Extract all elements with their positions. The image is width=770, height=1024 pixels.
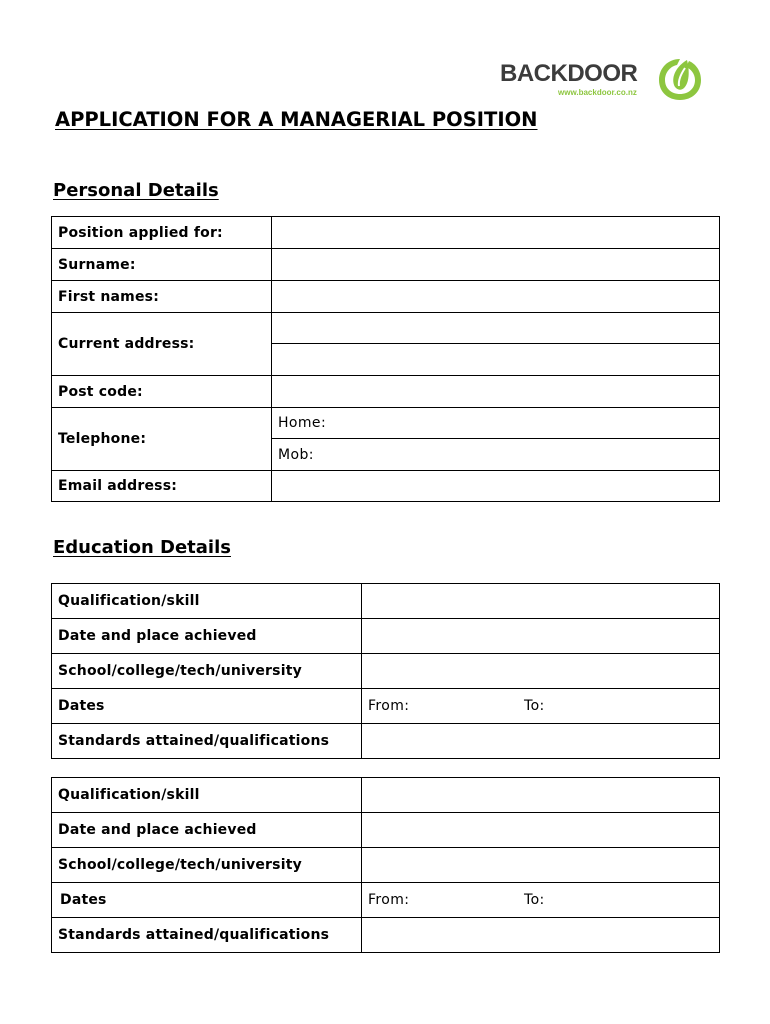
logo-url-text: www.backdoor.co.nz <box>558 88 637 97</box>
from-label: From: <box>368 698 410 714</box>
backdoor-logo <box>500 54 706 104</box>
date-place-field[interactable] <box>362 619 720 654</box>
page-title: APPLICATION FOR A MANAGERIAL POSITION <box>55 108 538 131</box>
school-field[interactable] <box>362 848 720 883</box>
date-place-field[interactable] <box>362 813 720 848</box>
surname-label: Surname: <box>52 249 272 281</box>
logo-brand-text: BACKDOOR <box>500 60 638 87</box>
to-label: To: <box>524 698 545 714</box>
mobile-phone-field[interactable]: Mob: <box>272 439 720 471</box>
dates-label: Dates <box>52 883 362 918</box>
first-names-field[interactable] <box>272 281 720 313</box>
surname-field[interactable] <box>272 249 720 281</box>
school-label: School/college/tech/university <box>52 654 362 689</box>
personal-details-heading: Personal Details <box>53 180 219 201</box>
telephone-label: Telephone: <box>52 408 272 471</box>
qualification-label: Qualification/skill <box>52 778 362 813</box>
date-place-label: Date and place achieved <box>52 619 362 654</box>
standards-field[interactable] <box>362 918 720 953</box>
qualification-field[interactable] <box>362 584 720 619</box>
education-table-2 <box>51 777 720 953</box>
school-field[interactable] <box>362 654 720 689</box>
qualification-field[interactable] <box>362 778 720 813</box>
to-label: To: <box>524 892 545 908</box>
email-field[interactable] <box>272 471 720 502</box>
email-label: Email address: <box>52 471 272 502</box>
qualification-label: Qualification/skill <box>52 584 362 619</box>
postcode-label: Post code: <box>52 376 272 408</box>
dates-label: Dates <box>52 689 362 724</box>
date-place-label: Date and place achieved <box>52 813 362 848</box>
address-field-line-1[interactable] <box>272 313 720 344</box>
first-names-label: First names: <box>52 281 272 313</box>
position-field[interactable] <box>272 217 720 249</box>
standards-label: Standards attained/qualifications <box>52 724 362 759</box>
leaf-logo-icon <box>655 56 705 102</box>
personal-details-table <box>51 216 720 502</box>
from-label: From: <box>368 892 410 908</box>
address-field-line-2[interactable] <box>272 344 720 376</box>
postcode-field[interactable] <box>272 376 720 408</box>
dates-field[interactable] <box>362 883 720 918</box>
position-label: Position applied for: <box>52 217 272 249</box>
home-phone-field[interactable]: Home: <box>272 408 720 439</box>
address-label: Current address: <box>52 313 272 376</box>
education-table-1 <box>51 583 720 759</box>
standards-field[interactable] <box>362 724 720 759</box>
dates-field[interactable] <box>362 689 720 724</box>
education-details-heading: Education Details <box>53 537 231 558</box>
standards-label: Standards attained/qualifications <box>52 918 362 953</box>
school-label: School/college/tech/university <box>52 848 362 883</box>
